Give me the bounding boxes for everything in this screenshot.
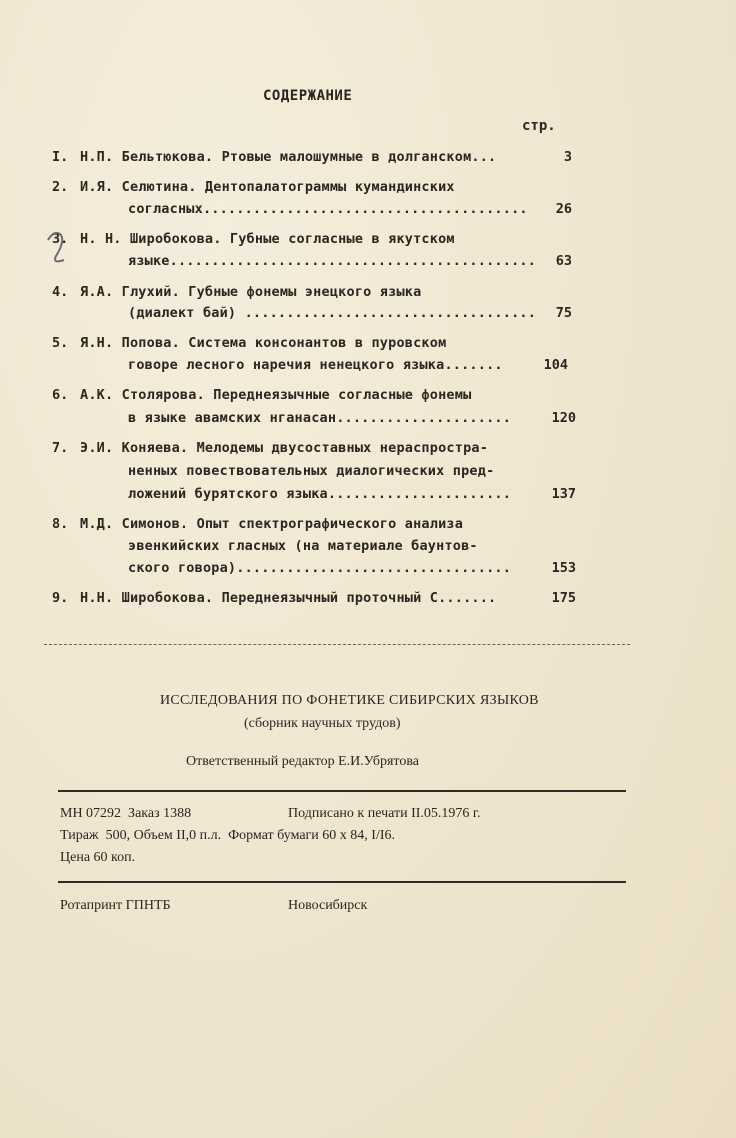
entry-line: (диалект бай) ................................... bbox=[128, 305, 537, 321]
entry-number: 7. bbox=[52, 440, 69, 456]
entry-line: согласных....................................... bbox=[128, 201, 528, 217]
imprint-price: Цена 60 коп. bbox=[60, 850, 136, 865]
imprint-bottom-rule bbox=[58, 881, 626, 883]
imprint-print-run: Тираж 500, Объем II,0 п.л. Формат бумаги 60 х 84, I/I6. bbox=[60, 828, 395, 843]
entry-line: Н. Н. Широбокова. Губные согласные в якутском bbox=[80, 231, 455, 247]
imprint-order: МН 07292 Заказ 1388 bbox=[60, 806, 192, 821]
entry-page: 175 bbox=[551, 590, 576, 606]
collection-subtitle: (сборник научных трудов) bbox=[244, 716, 401, 731]
entry-line: Я.Н. Попова. Система консонантов в пуровском bbox=[80, 335, 447, 351]
printer-city: Новосибирск bbox=[288, 898, 368, 913]
entry-page: 63 bbox=[555, 253, 572, 269]
entry-line: языке............................................ bbox=[128, 253, 537, 269]
entry-line: Н.Н. Широбокова. Переднеязычный проточный С....... bbox=[80, 590, 497, 606]
entry-line: ского говора)................................. bbox=[128, 560, 512, 576]
toc-title: СОДЕРЖАНИЕ bbox=[263, 88, 353, 104]
entry-line: говоре лесного наречия ненецкого языка....... bbox=[128, 357, 503, 373]
entry-line: ложений бурятского языка...................... bbox=[128, 486, 512, 502]
entry-number: I. bbox=[52, 149, 69, 165]
entry-number: 2. bbox=[52, 179, 69, 195]
entry-number: 3. bbox=[52, 231, 69, 247]
entry-line: ненных повествовательных диалогических пред- bbox=[128, 463, 495, 479]
entry-line: в языке авамских нганасан..................... bbox=[128, 410, 512, 426]
entry-page: 120 bbox=[551, 410, 576, 426]
page-column-header: стр. bbox=[522, 118, 556, 134]
entry-line: А.К. Столярова. Переднеязычные согласные фонемы bbox=[80, 387, 472, 403]
pencil-mark-icon bbox=[40, 220, 80, 270]
entry-page: 137 bbox=[551, 486, 576, 502]
imprint-signed: Подписано к печати II.05.1976 г. bbox=[288, 806, 481, 821]
printer-name: Ротапринт ГПНТБ bbox=[60, 898, 171, 913]
entry-number: 9. bbox=[52, 590, 69, 606]
entry-number: 6. bbox=[52, 387, 69, 403]
entry-number: 5. bbox=[52, 335, 69, 351]
entry-number: 8. bbox=[52, 516, 69, 532]
entry-line: М.Д. Симонов. Опыт спектрографического анализа bbox=[80, 516, 464, 532]
entry-line: эвенкийских гласных (на материале баунтов- bbox=[128, 538, 478, 554]
editor-line: Ответственный редактор Е.И.Убрятова bbox=[186, 754, 419, 769]
entry-page: 3 bbox=[563, 149, 572, 165]
entry-line: Я.А. Глухий. Губные фонемы энецкого языка bbox=[80, 284, 422, 300]
entry-page: 104 bbox=[543, 357, 568, 373]
entry-line: Э.И. Коняева. Мелодемы двусоставных нераспростра- bbox=[80, 440, 489, 456]
entry-number: 4. bbox=[52, 284, 69, 300]
entry-page: 75 bbox=[555, 305, 572, 321]
entry-page: 153 bbox=[551, 560, 576, 576]
dashed-separator bbox=[44, 644, 630, 645]
imprint-top-rule bbox=[58, 790, 626, 792]
collection-title: ИССЛЕДОВАНИЯ ПО ФОНЕТИКЕ СИБИРСКИХ ЯЗЫКОВ bbox=[160, 693, 539, 708]
entry-page: 26 bbox=[555, 201, 572, 217]
entry-line: Н.П. Бельтюкова. Ртовые малошумные в долганском... bbox=[80, 149, 497, 165]
entry-line: И.Я. Селютина. Дентопалатограммы кумандинских bbox=[80, 179, 455, 195]
